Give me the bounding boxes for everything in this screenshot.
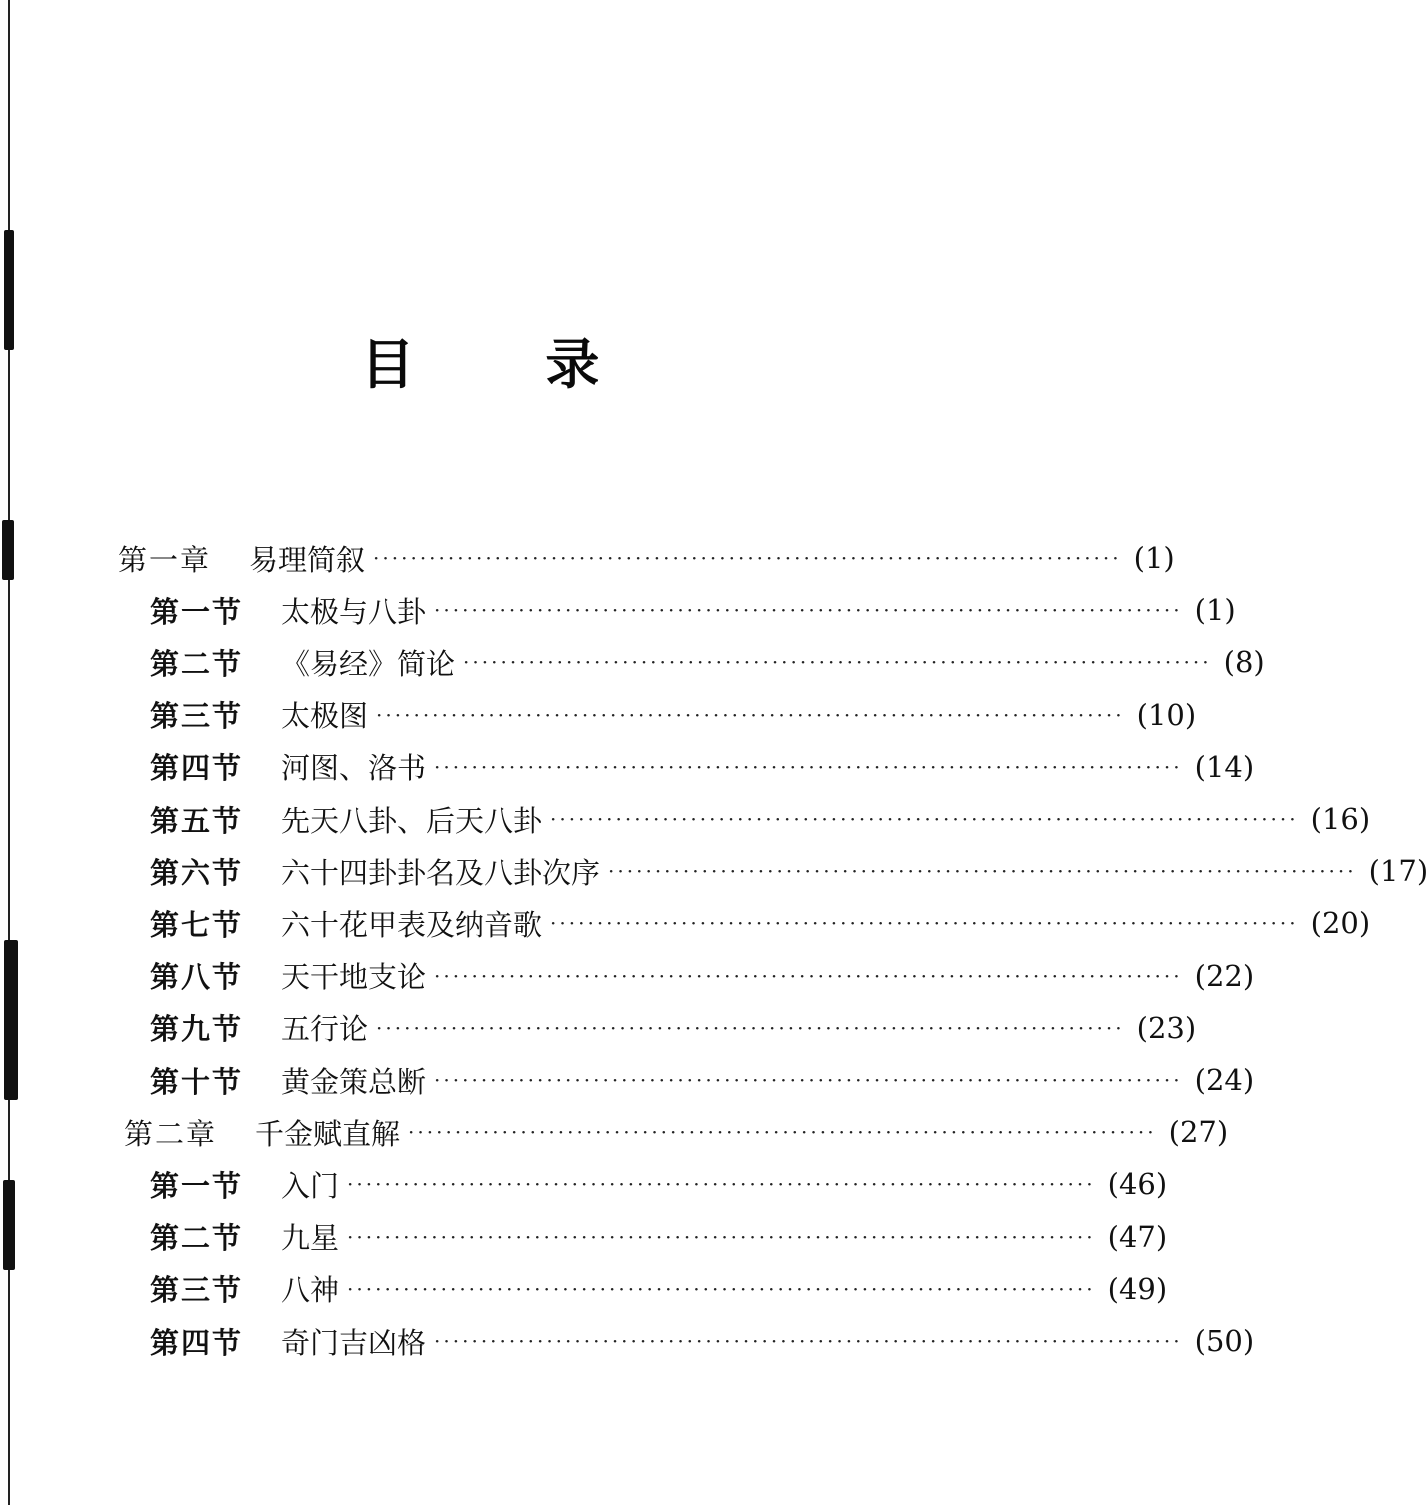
toc-leader-dots: ················································································ [347,1276,1096,1301]
toc-page-number: (23) [1136,1010,1197,1045]
toc-entry[interactable] [150,1263,1168,1315]
toc-title: 六十四卦卦名及八卦次序 [281,855,601,890]
toc-title: 天干地支论 [281,960,427,995]
toc-leader-dots: ················································································ [347,1224,1096,1249]
toc-title: 河图、洛书 [281,751,427,786]
toc-page-number: (8) [1223,645,1265,680]
toc-prefix: 第二章 [124,1116,218,1151]
toc-title: 五行论 [281,1012,369,1047]
toc-entry[interactable] [150,793,1371,845]
toc-leader-dots: ················································································ [550,911,1299,936]
toc-leader-dots: ················································································ [376,1015,1125,1040]
toc-page-number: (24) [1194,1063,1255,1097]
toc-leader-dots: ················································································ [434,1068,1183,1092]
toc-entry[interactable] [150,845,1428,897]
toc-leader-dots: ················································································ [463,650,1212,675]
toc-prefix: 第十节 [150,1064,244,1099]
toc-entry[interactable] [150,1054,1255,1106]
toc-leader-dots: ················································································ [550,807,1299,831]
toc-page-number: (49) [1107,1271,1168,1306]
scan-smudge [3,1180,15,1270]
toc-prefix: 第六节 [150,855,244,890]
toc-title: 千金赋直解 [255,1116,401,1151]
toc-leader-dots: ················································································ [373,546,1122,570]
toc-entry[interactable] [150,950,1255,1002]
toc-title: 黄金策总断 [281,1064,427,1099]
toc-prefix: 第一章 [118,542,212,577]
toc-title: 八神 [281,1273,340,1308]
toc-title: 奇门吉凶格 [281,1325,427,1360]
toc-entry[interactable] [150,741,1255,793]
toc-page-number: (10) [1136,697,1197,732]
toc-entry[interactable] [150,1002,1197,1054]
toc-leader-dots: ················································································ [347,1172,1096,1197]
toc-page-number: (47) [1107,1219,1168,1254]
toc-entry[interactable] [118,532,1175,584]
toc-title: 入门 [281,1168,340,1203]
toc-entry[interactable] [150,1158,1168,1210]
scan-smudge [4,940,18,1100]
toc-title: 九星 [281,1221,340,1256]
toc-prefix: 第三节 [150,699,244,734]
toc-leader-dots: ················································································ [408,1120,1157,1145]
toc-entry[interactable] [150,584,1236,636]
toc-page-number: (20) [1310,906,1371,941]
toc-prefix: 第一节 [150,594,244,629]
toc-title: 先天八卦、后天八卦 [281,803,543,838]
toc-prefix: 第四节 [150,751,244,786]
toc-title: 《易经》简论 [281,646,456,681]
toc-prefix: 第八节 [150,960,244,995]
toc-title: 易理简叙 [249,542,366,577]
toc-page-number: (50) [1194,1324,1255,1358]
toc-page-number: (14) [1194,749,1255,784]
toc-page-number: (17) [1368,854,1428,889]
toc-leader-dots: ················································································ [434,754,1183,779]
toc-leader-dots: ················································································ [434,1329,1183,1353]
toc-page-number: (16) [1310,802,1371,836]
toc-prefix: 第九节 [150,1012,244,1047]
toc-prefix: 第七节 [150,907,244,942]
toc-page-number: (1) [1194,593,1236,628]
binding-edge [0,0,18,1505]
toc-entry[interactable] [150,897,1371,949]
toc-entry[interactable] [150,636,1265,688]
toc-prefix: 第四节 [150,1325,244,1360]
toc-page-number: (27) [1168,1115,1229,1150]
toc-leader-dots: ················································································ [608,859,1357,884]
toc-prefix: 第二节 [150,646,244,681]
toc-prefix: 第一节 [150,1168,244,1203]
toc-entry[interactable] [150,1211,1168,1263]
toc-title: 太极与八卦 [281,594,427,629]
page-title: 目 录 [360,333,656,396]
toc-title: 太极图 [281,699,369,734]
toc-page-number: (22) [1194,958,1255,993]
toc-leader-dots: ················································································ [434,598,1183,623]
toc-prefix: 第二节 [150,1221,244,1256]
toc-prefix: 第五节 [150,803,244,838]
toc-prefix: 第三节 [150,1273,244,1308]
toc-leader-dots: ················································································ [434,963,1183,988]
toc-page-number: (1) [1133,541,1175,575]
toc-entry[interactable] [150,689,1197,741]
binding-line [8,0,10,1505]
toc-entry[interactable] [150,1315,1255,1367]
toc-page-number: (46) [1107,1167,1168,1202]
scan-smudge [2,520,14,580]
toc-title: 六十花甲表及纳音歌 [281,907,543,942]
toc-entry[interactable] [124,1106,1229,1158]
toc-leader-dots: ················································································ [376,702,1125,727]
